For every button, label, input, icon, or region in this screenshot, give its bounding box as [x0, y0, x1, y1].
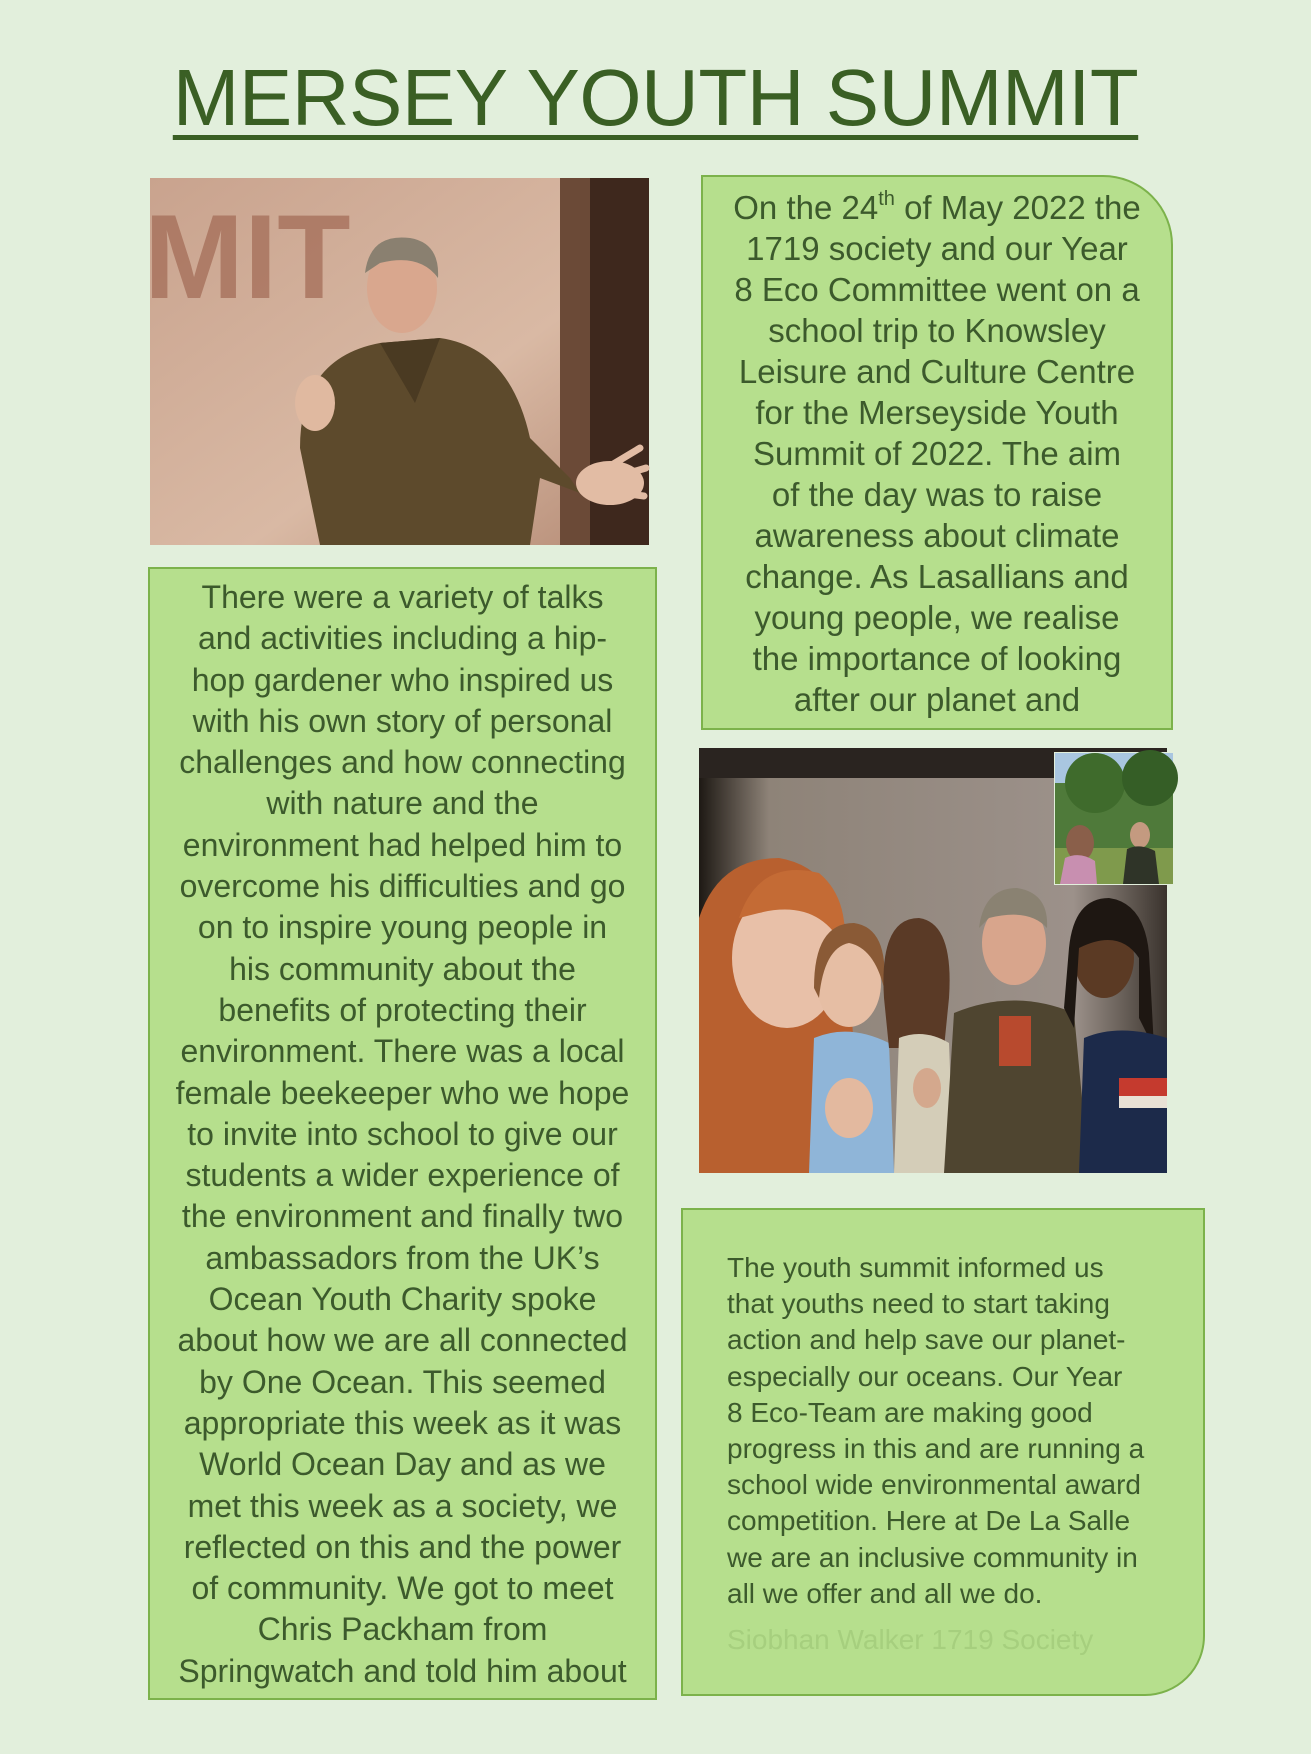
- text-line: 1719 society and our Year: [746, 230, 1128, 267]
- text-line: environment. There was a local: [180, 1033, 625, 1070]
- cut-off-signature: Siobhan Walker 1719 Society: [727, 1624, 1094, 1656]
- outdoor-inset-photo: [1054, 752, 1174, 885]
- text-line: all we offer and all we do.: [727, 1577, 1043, 1609]
- text-line: Springwatch and told him about: [178, 1652, 627, 1689]
- text-line: hop gardener who inspired us: [191, 661, 614, 698]
- intro-text-box: [701, 175, 1173, 730]
- text-line: the environment and finally two: [181, 1198, 624, 1235]
- text-line: school wide environmental award: [727, 1469, 1141, 1501]
- text-line: reflected on this and the power: [183, 1528, 622, 1565]
- text-line: that youths need to start taking: [727, 1288, 1110, 1320]
- text-line: 8 Eco-Team are making good: [727, 1396, 1093, 1428]
- text-line: about how we are all connected: [177, 1322, 628, 1359]
- text-line: students a wider experience of: [185, 1157, 620, 1194]
- text-line: Summit of 2022. The aim: [752, 435, 1122, 472]
- text-line: with nature and the: [266, 785, 539, 822]
- text-line: on to inspire young people in: [197, 909, 608, 946]
- text-line: change. As Lasallians and: [745, 558, 1129, 595]
- text-line: his community about the: [229, 950, 576, 987]
- text-line: challenges and how connecting: [179, 744, 626, 781]
- text-line: of the day was to raise: [771, 476, 1103, 513]
- text-line: benefits of protecting their: [218, 991, 587, 1028]
- banner-text: MIT: [144, 190, 351, 324]
- text-line: of community. We got to meet: [191, 1570, 614, 1607]
- text-line: female beekeeper who we hope: [175, 1074, 630, 1111]
- text-line: Leisure and Culture Centre: [738, 353, 1136, 390]
- text-line: for the Merseyside Youth: [755, 394, 1119, 431]
- text-line: ambassadors from the UK’s: [205, 1239, 600, 1276]
- text-line: Ocean Youth Charity spoke: [208, 1281, 597, 1318]
- text-line: competition. Here at De La Salle: [727, 1505, 1131, 1537]
- text-line: especially our oceans. Our Year: [727, 1360, 1123, 1392]
- text-line: young people, we realise: [754, 599, 1120, 636]
- text-line: action and help save our planet-: [727, 1324, 1126, 1356]
- text-line: with his own story of personal: [192, 702, 613, 739]
- text-line: The youth summit informed us: [727, 1252, 1104, 1283]
- text-line: by One Ocean. This seemed: [199, 1363, 606, 1400]
- text-line: met this week as a society, we: [187, 1487, 618, 1524]
- text-line: World Ocean Day and as we: [199, 1446, 606, 1483]
- text-line: appropriate this week as it was: [183, 1404, 622, 1441]
- text-line: environment had helped him to: [182, 826, 623, 863]
- intro-first-line: On the 24th of May 2022 the: [733, 188, 1141, 226]
- talks-text-box: [148, 567, 657, 1700]
- summary-text-box: [681, 1208, 1205, 1696]
- text-line: to invite into school to give our: [187, 1115, 618, 1152]
- text-line: awareness about climate: [754, 517, 1120, 554]
- text-line: 8 Eco Committee went on a: [734, 271, 1140, 308]
- text-line: school trip to Knowsley: [768, 312, 1106, 349]
- text-line: Chris Packham from: [257, 1611, 548, 1648]
- speaker-photo: [144, 178, 649, 545]
- text-line: progress in this and are running a: [727, 1433, 1145, 1465]
- text-line: we are an inclusive community in: [727, 1541, 1138, 1573]
- text-line: and activities including a hip-: [197, 620, 608, 657]
- text-line: after our planet and: [793, 681, 1081, 718]
- text-line: There were a variety of talks: [201, 579, 604, 615]
- text-line: overcome his difficulties and go: [179, 868, 626, 905]
- text-line: the importance of looking: [752, 640, 1122, 677]
- page-title: MERSEY YOUTH SUMMIT: [172, 53, 1139, 142]
